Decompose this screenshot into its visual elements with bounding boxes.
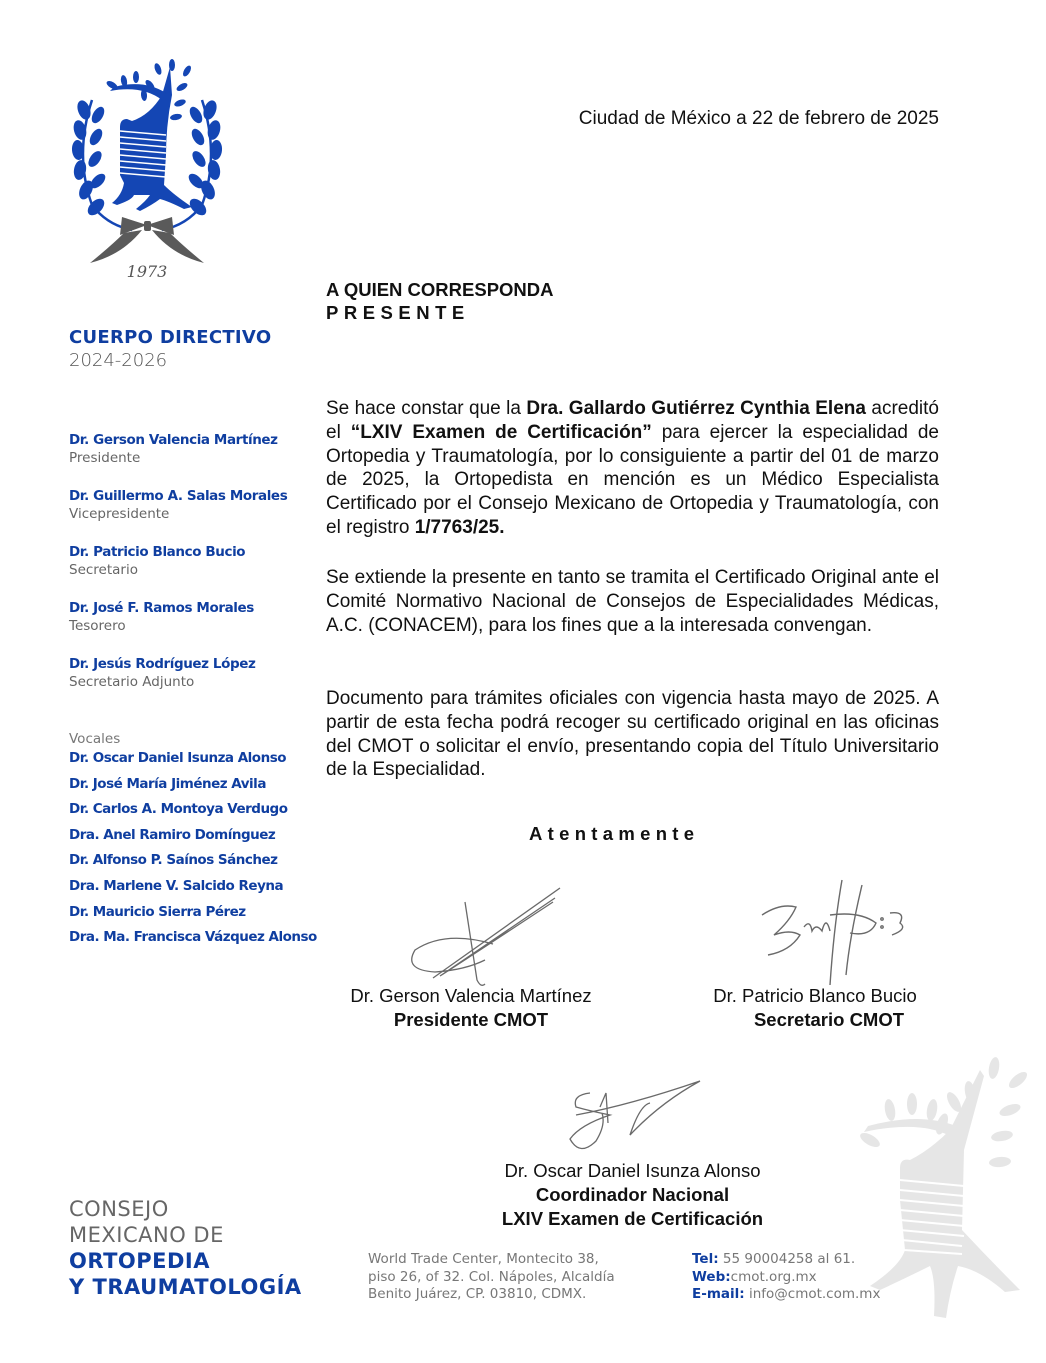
vocales-label: Vocales [69, 731, 121, 747]
vocal-name: Dr. José María Jiménez Avila [69, 775, 266, 792]
officer-name: Dr. José F. Ramos Morales [69, 600, 254, 616]
letter-date: Ciudad de México a 22 de febrero de 2025 [578, 108, 939, 129]
officer-name: Dr. Guillermo A. Salas Morales [69, 488, 288, 504]
text: para ejercer la especialidad de Ortopedia y Traumatología, por lo consiguiente a partir del 01 de marzo de 2025, la Ortopedista en mención es un Médico Especialista Certificado por el Consejo Mexicano de Ortopedia y Traumatología, con el registro [326, 421, 939, 538]
vocal-name: Dra. Ma. Francisca Vázquez Alonso [69, 929, 317, 946]
signature-coordinator-icon [560, 1075, 705, 1165]
paragraph-certification [326, 397, 939, 540]
tree-laurel-logo-icon [62, 55, 232, 285]
address-line: World Trade Center, Montecito 38, [368, 1251, 599, 1267]
text: Se hace constar que la [326, 398, 527, 419]
exam-name: “LXIV Examen de Certificación” [350, 421, 652, 443]
officer-role: Presidente [69, 450, 141, 466]
tel-label: Tel: [692, 1251, 719, 1267]
web-label: Web: [692, 1268, 731, 1285]
signer-name: Dr. Patricio Blanco Bucio [713, 985, 917, 1006]
officer-entry [69, 599, 254, 636]
contact-tel [692, 1251, 880, 1269]
registry-number: 1/7763/25. [414, 516, 505, 538]
officer-role: Tesorero [69, 618, 126, 634]
vocal-name: Dr. Carlos A. Montoya Verdugo [69, 801, 288, 818]
email-link[interactable]: info@cmot.com.mx [744, 1286, 881, 1302]
signature-president-icon [405, 880, 565, 990]
signature-block-secretary [690, 984, 940, 1032]
vocal-name: Dra. Marlene V. Salcido Reyna [69, 877, 284, 894]
email-label: E-mail: [692, 1286, 745, 1302]
signature-secretary-icon [750, 875, 915, 990]
address-line: Benito Juárez, CP. 03810, CDMX. [368, 1286, 587, 1302]
tel-value: 55 90004258 al 61. [718, 1251, 856, 1267]
text: acreditó el [326, 398, 939, 443]
addressee-presente: PRESENTE [326, 302, 470, 323]
officer-role: Secretario Adjunto [69, 674, 195, 690]
brand-line: MEXICANO DE [69, 1223, 224, 1247]
web-link[interactable]: cmot.org.mx [730, 1268, 817, 1285]
officer-entry [69, 431, 278, 468]
contact-email [692, 1286, 880, 1304]
paragraph-conacem: Se extiende la presente en tanto se tramita el Certificado Original ante el Comité Normativo Nacional de Consejos de Especialidades Médicas, A.C. (CONACEM), para los fines que a la interesada convengan. [326, 567, 939, 636]
officer-name: Dr. Jesús Rodríguez López [69, 656, 256, 672]
vocales-list [69, 749, 317, 954]
council-brand [69, 1196, 302, 1300]
closing: Atentamente [529, 823, 700, 844]
officer-role: Vicepresidente [69, 506, 170, 522]
signature-block-president [326, 984, 616, 1032]
addressee-line: A QUIEN CORRESPONDA [326, 279, 554, 300]
contact-web [692, 1269, 880, 1287]
brand-line: CONSEJO [69, 1197, 169, 1221]
officer-role: Secretario [69, 562, 138, 578]
officer-entry [69, 655, 256, 692]
officer-entry [69, 543, 245, 580]
address-line: piso 26, of 32. Col. Nápoles, Alcaldía [368, 1268, 615, 1285]
paragraph-validity: Documento para trámites oficiales con vigencia hasta mayo de 2025. A partir de esta fecha podrá recoger su certificado original en las oficinas del CMOT o solicitar el envío, presentando copia del Título Universitario de la Especialidad. [326, 688, 939, 781]
officer-name: Dr. Gerson Valencia Martínez [69, 432, 278, 448]
officer-name: Dr. Patricio Blanco Bucio [69, 544, 246, 560]
signer-title: Coordinador Nacional [535, 1184, 730, 1205]
vocal-name: Dr. Mauricio Sierra Pérez [69, 903, 246, 920]
board-years: 2024-2026 [69, 350, 168, 371]
signer-name: Dr. Oscar Daniel Isunza Alonso [504, 1160, 761, 1181]
brand-line: Y TRAUMATOLOGÍA [69, 1275, 302, 1299]
vocal-name: Dr. Alfonso P. Saínos Sánchez [69, 852, 278, 869]
doctor-name: Dra. Gallardo Gutiérrez Cynthia Elena [526, 398, 866, 419]
signer-title-exam: LXIV Examen de Certificación [501, 1208, 764, 1229]
vocal-name: Dr. Oscar Daniel Isunza Alonso [69, 750, 287, 766]
vocal-name: Dra. Anel Ramiro Domínguez [69, 826, 276, 843]
brand-line: ORTOPEDIA [69, 1249, 210, 1273]
signer-title: Secretario CMOT [753, 1009, 905, 1030]
officer-entry [69, 487, 287, 524]
footer-contact [692, 1251, 880, 1304]
footer-address [368, 1251, 615, 1304]
addressee [326, 278, 554, 324]
signature-block-coordinator [470, 1159, 795, 1231]
board-title: CUERPO DIRECTIVO [69, 327, 272, 348]
svg-text:1973: 1973 [126, 262, 168, 281]
signer-name: Dr. Gerson Valencia Martínez [350, 985, 592, 1006]
signer-title: Presidente CMOT [393, 1009, 549, 1030]
